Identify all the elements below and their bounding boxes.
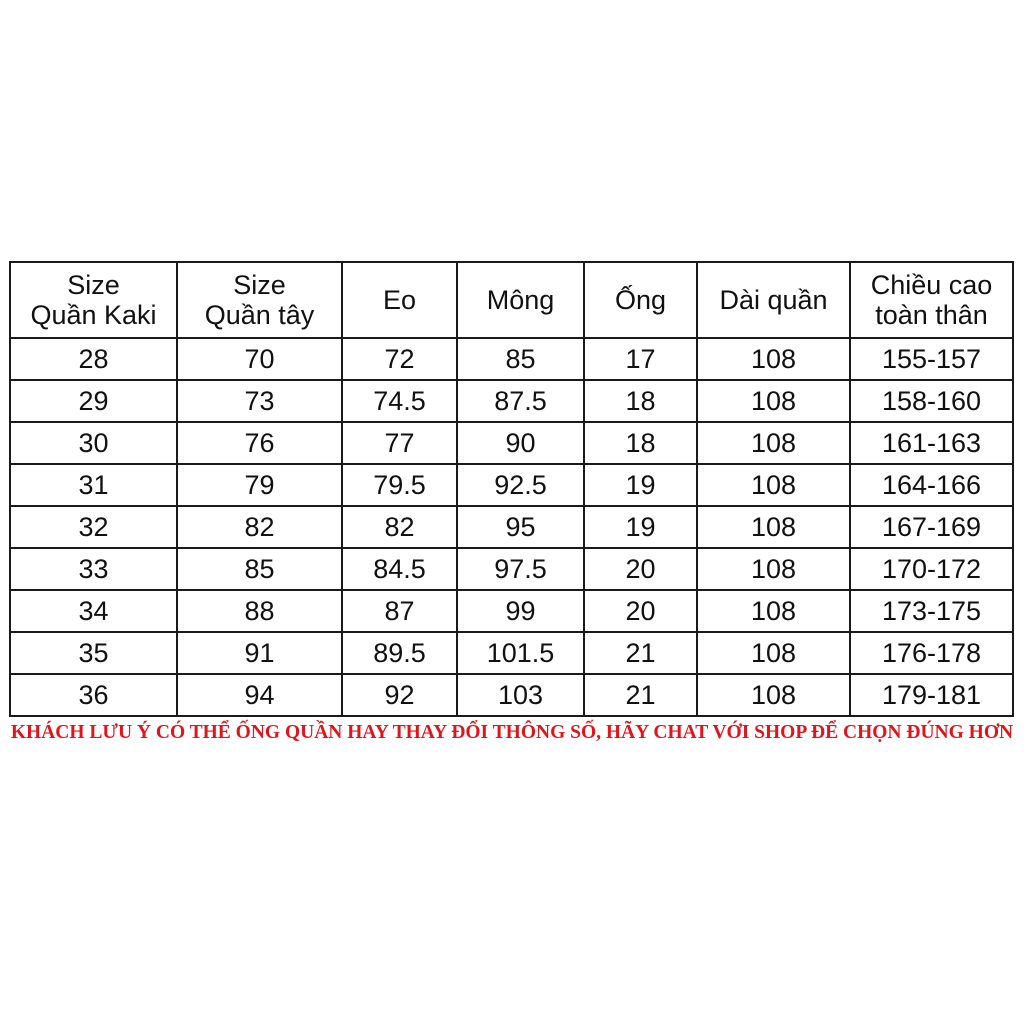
header-size-tay-line1: Size [233,270,286,300]
cell-size-tay: 88 [177,590,342,632]
cell-eo: 77 [342,422,457,464]
cell-size-kaki: 34 [10,590,177,632]
header-chieu-cao [850,262,1013,338]
cell-chieu-cao: 155-157 [850,338,1013,380]
header-size-kaki-line1: Size [67,270,120,300]
cell-mong: 99 [457,590,584,632]
cell-size-kaki: 33 [10,548,177,590]
header-mong [457,262,584,338]
cell-mong: 103 [457,674,584,716]
header-dai-quan [697,262,850,338]
table-row [10,506,1013,548]
size-chart-table [9,261,1014,717]
cell-dai-quan: 108 [697,338,850,380]
header-size-kaki [10,262,177,338]
table-row [10,632,1013,674]
table-row [10,674,1013,716]
cell-ong: 19 [584,506,697,548]
cell-eo: 84.5 [342,548,457,590]
header-mong-label: Mông [486,285,555,315]
cell-size-kaki: 28 [10,338,177,380]
cell-size-kaki: 32 [10,506,177,548]
cell-dai-quan: 108 [697,590,850,632]
cell-eo: 82 [342,506,457,548]
cell-size-tay: 79 [177,464,342,506]
cell-eo: 74.5 [342,380,457,422]
table-row [10,464,1013,506]
cell-ong: 18 [584,380,697,422]
table-row [10,590,1013,632]
cell-ong: 18 [584,422,697,464]
cell-eo: 79.5 [342,464,457,506]
cell-dai-quan: 108 [697,464,850,506]
cell-mong: 95 [457,506,584,548]
cell-eo: 72 [342,338,457,380]
cell-ong: 19 [584,464,697,506]
table-row [10,338,1013,380]
cell-ong: 20 [584,590,697,632]
cell-ong: 20 [584,548,697,590]
cell-size-tay: 91 [177,632,342,674]
header-size-kaki-line2: Quần Kaki [30,300,157,330]
header-chieu-cao-line1: Chiều cao [870,270,993,300]
cell-dai-quan: 108 [697,422,850,464]
cell-ong: 21 [584,674,697,716]
cell-mong: 87.5 [457,380,584,422]
cell-size-tay: 82 [177,506,342,548]
cell-eo: 92 [342,674,457,716]
cell-size-tay: 85 [177,548,342,590]
cell-mong: 97.5 [457,548,584,590]
header-size-tay-line2: Quần tây [204,300,315,330]
cell-mong: 92.5 [457,464,584,506]
cell-chieu-cao: 179-181 [850,674,1013,716]
cell-mong: 85 [457,338,584,380]
cell-chieu-cao: 173-175 [850,590,1013,632]
cell-size-kaki: 29 [10,380,177,422]
cell-mong: 101.5 [457,632,584,674]
cell-chieu-cao: 161-163 [850,422,1013,464]
cell-ong: 21 [584,632,697,674]
cell-dai-quan: 108 [697,506,850,548]
cell-size-kaki: 36 [10,674,177,716]
size-note: KHÁCH LƯU Ý CÓ THỂ ỐNG QUẦN HAY THAY ĐỔI THÔNG SỐ, HÃY CHAT VỚI SHOP ĐỂ CHỌN ĐÚNG HƠN [10,722,1014,743]
cell-size-tay: 94 [177,674,342,716]
header-size-tay [177,262,342,338]
header-row [10,262,1013,338]
cell-eo: 89.5 [342,632,457,674]
cell-size-tay: 76 [177,422,342,464]
header-dai-quan-label: Dài quần [719,285,828,315]
cell-chieu-cao: 170-172 [850,548,1013,590]
cell-dai-quan: 108 [697,548,850,590]
cell-dai-quan: 108 [697,674,850,716]
cell-eo: 87 [342,590,457,632]
table-row [10,422,1013,464]
cell-size-kaki: 30 [10,422,177,464]
table-row [10,548,1013,590]
cell-dai-quan: 108 [697,380,850,422]
header-ong [584,262,697,338]
cell-ong: 17 [584,338,697,380]
cell-size-tay: 73 [177,380,342,422]
cell-size-kaki: 31 [10,464,177,506]
header-ong-label: Ống [614,285,667,315]
cell-chieu-cao: 167-169 [850,506,1013,548]
cell-size-tay: 70 [177,338,342,380]
header-chieu-cao-line2: toàn thân [875,300,988,330]
cell-chieu-cao: 164-166 [850,464,1013,506]
cell-mong: 90 [457,422,584,464]
cell-chieu-cao: 176-178 [850,632,1013,674]
cell-size-kaki: 35 [10,632,177,674]
header-eo-label: Eo [382,285,417,315]
cell-dai-quan: 108 [697,632,850,674]
cell-chieu-cao: 158-160 [850,380,1013,422]
header-eo [342,262,457,338]
table-row [10,380,1013,422]
